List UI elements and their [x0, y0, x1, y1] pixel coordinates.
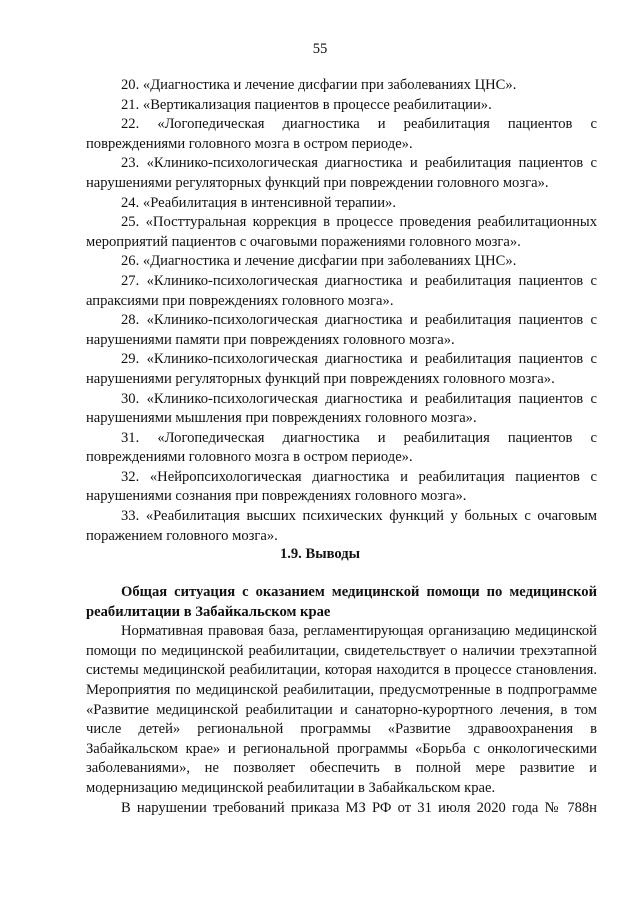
- body-paragraph: В нарушении требований приказа МЗ РФ от 31 июля 2020 года № 788н: [121, 799, 597, 816]
- conclusions-section: [86, 583, 597, 818]
- list-item: 30. «Клинико-психологическая диагностика и реабилитация пациентов с нарушениями мышления при повреждениях головного мозга».: [86, 390, 597, 427]
- subsection-title: Общая ситуация с оказанием медицинской помощи по медицинской реабилитации в Забайкальском крае: [86, 584, 597, 620]
- list-item: 25. «Посттуральная коррекция в процессе проведения реабилитационных мероприятий пациентов с очаговыми поражениями головного мозга».: [86, 214, 597, 250]
- page-number: 55: [312, 41, 328, 57]
- section-heading: 1.9. Выводы: [279, 546, 361, 562]
- list-item: 29. «Клинико-психологическая диагностика и реабилитация пациентов с нарушениями регуляторных функций при повреждениях головного мозга».: [86, 351, 597, 387]
- list-item: 33. «Реабилитация высших психических функций у больных с очаговым поражением головного мозга».: [86, 508, 597, 544]
- list-item: 24. «Реабилитация в интенсивной терапии».: [121, 194, 396, 211]
- list-item: 32. «Нейропсихологическая диагностика и реабилитация пациентов с нарушениями сознания при повреждениях головного мозга».: [86, 468, 597, 505]
- list-item: 28. «Клинико-психологическая диагностика и реабилитация пациентов с нарушениями памяти при повреждениях головного мозга».: [86, 312, 597, 348]
- list-item: 31. «Логопедическая диагностика и реабилитация пациентов с повреждениями головного мозга в остром периоде».: [86, 429, 597, 466]
- list-item: 23. «Клинико-психологическая диагностика и реабилитация пациентов с нарушениями регуляторных функций при повреждении головного мозга».: [86, 155, 597, 191]
- list-item: 21. «Вертикализация пациентов в процессе реабилитации».: [121, 96, 492, 113]
- list-item: 27. «Клинико-психологическая диагностика и реабилитация пациентов с апраксиями при повреждениях головного мозга».: [86, 272, 597, 309]
- list-item: 20. «Диагностика и лечение дисфагии при заболеваниях ЦНС».: [121, 77, 517, 93]
- list-item: 22. «Логопедическая диагностика и реабилитация пациентов с повреждениями головного мозга в остром периоде».: [86, 116, 597, 152]
- list-item: 26. «Диагностика и лечение дисфагии при заболеваниях ЦНС».: [121, 253, 517, 270]
- body-paragraph: Нормативная правовая база, регламентирующая организацию медицинской помощи по медицинской реабилитации, свидетельствует о наличии трехэтапной системы медицинской реабилитации, которая находится в процессе становления. Мероприятия по медицинской реабилитации, предусмотренные в подпрограмме «Развитие медицинской реабилитации и санаторно-курортного лечения, в том числе детей» региональной программы «Развитие здравоохранения в Забайкальском крае» и региональной программы «Борьба с онкологическими заболеваниями», не позволяет обеспечить в полной мере развитие и модернизацию медицинской реабилитации в Забайкальском крае.: [86, 623, 597, 796]
- program-list: [86, 76, 597, 546]
